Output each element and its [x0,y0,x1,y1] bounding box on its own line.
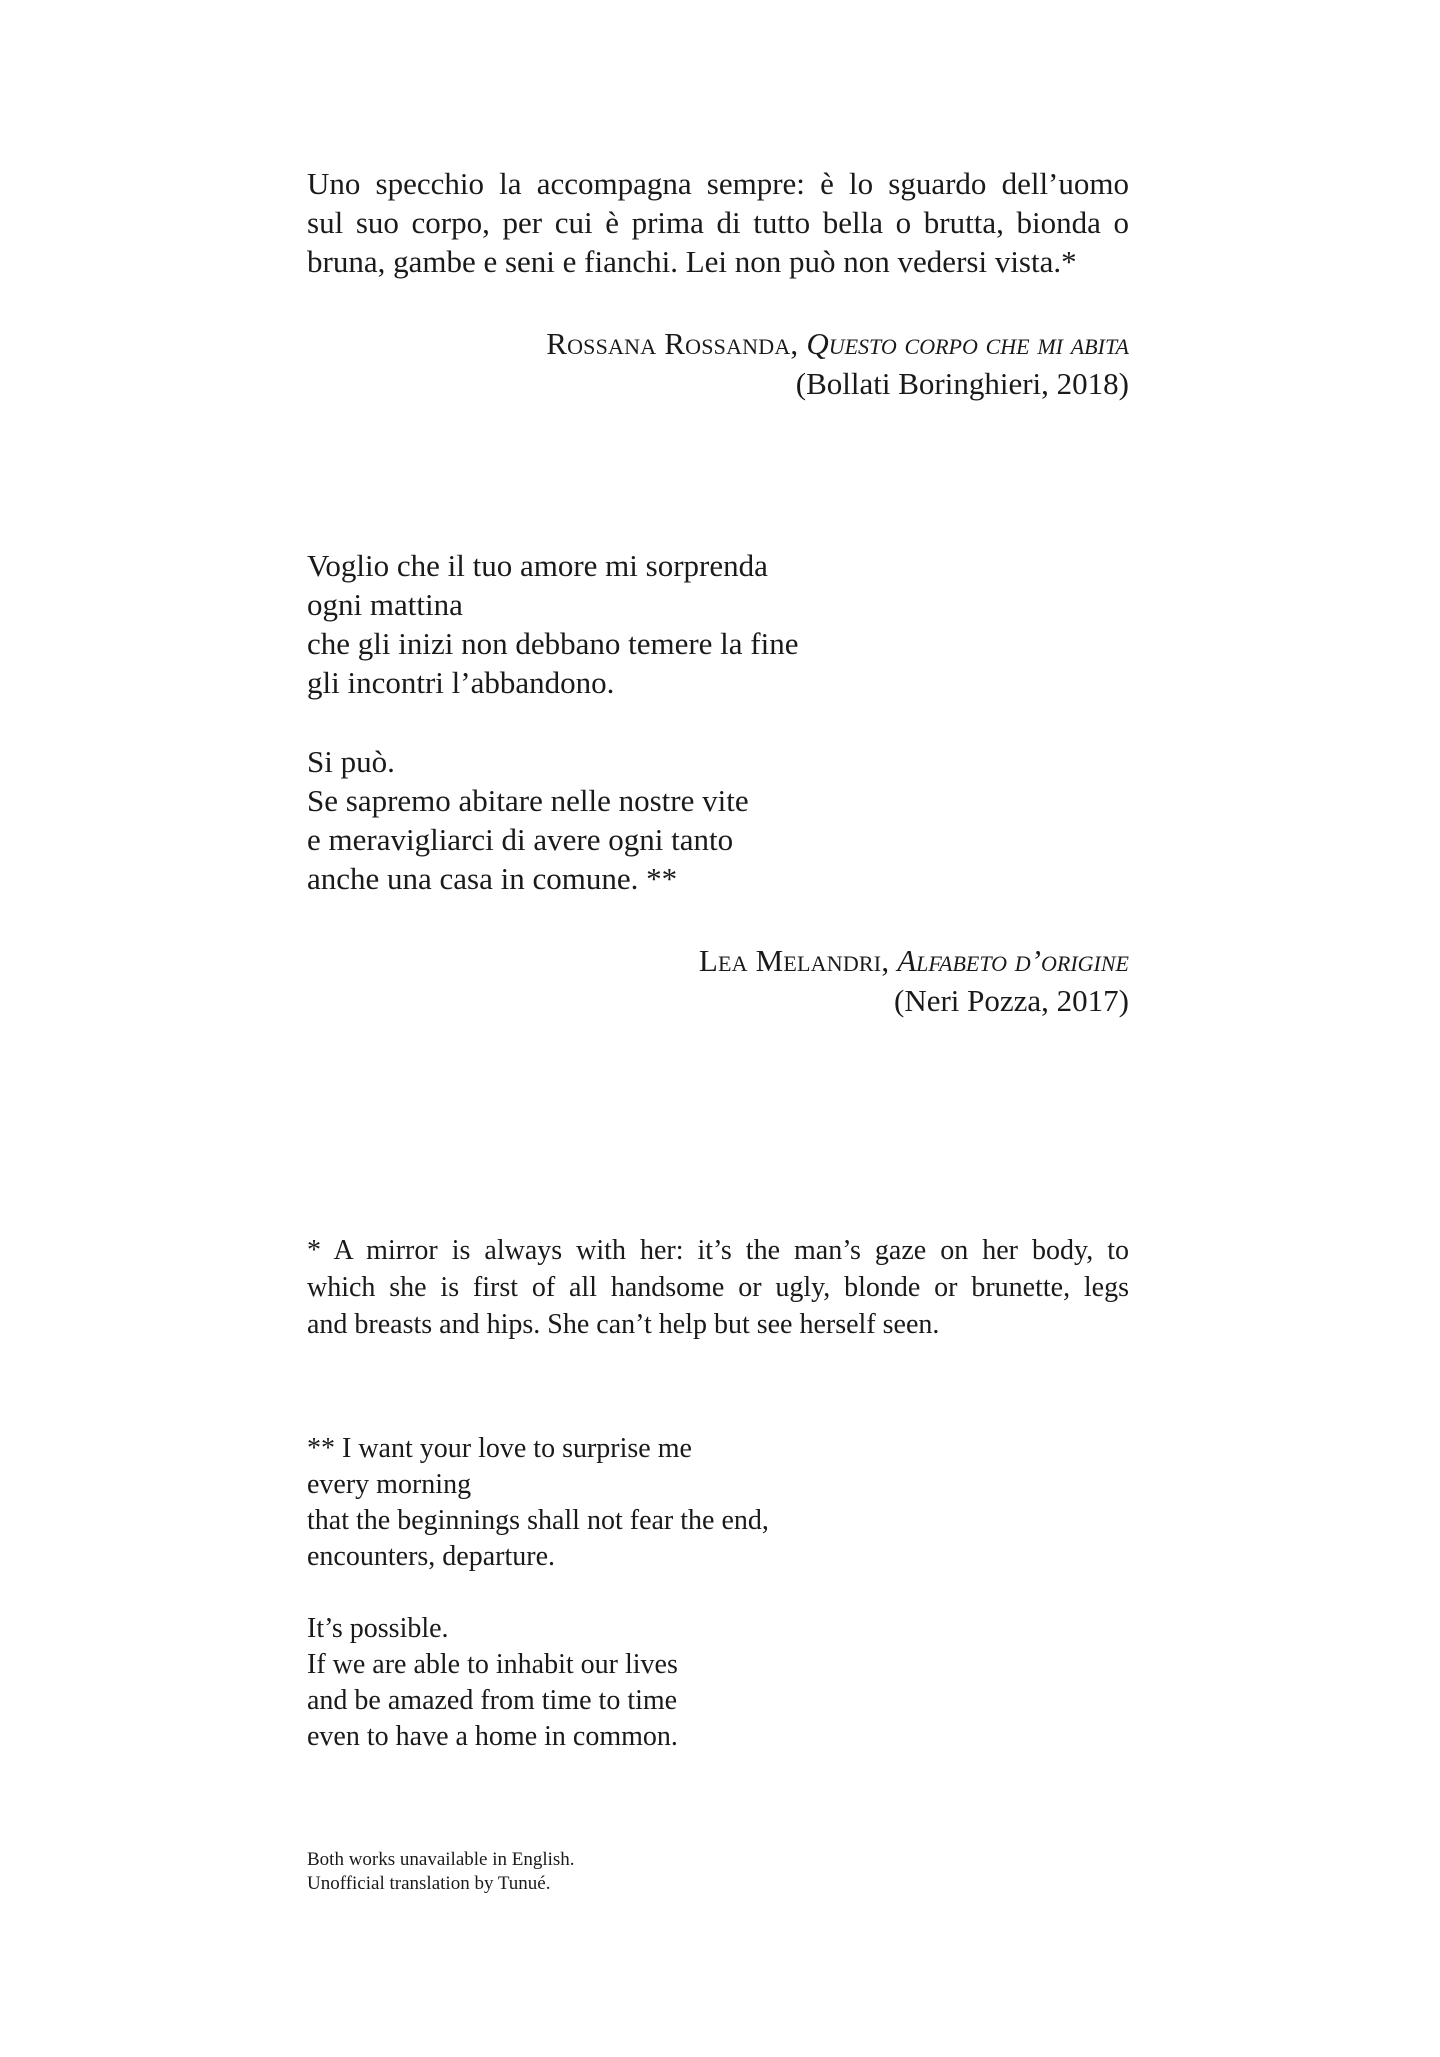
stanza-break [307,702,1129,742]
poem-line: Si può. [307,744,395,779]
poem-line: Se sapremo abitare nelle nostre vite [307,783,749,818]
translation-line: ** I want your love to surprise me [307,1433,692,1464]
translation-line: * A mirror is always with her: it’s the man’s gaze on her body, to [307,1235,1129,1266]
attribution-work-title: Alfabeto d’origine [897,943,1129,978]
translation-rossanda [307,1232,1129,1343]
poem-line: ogni mattina [307,587,463,622]
poem-line: gli incontri l’abbandono. [307,665,615,700]
epigraph-rossanda-text [307,164,1129,281]
attribution-melandri [307,941,1129,1021]
attribution-author: Lea Melandri, [698,943,898,978]
poem-line: che gli inizi non debbano temere la fine [307,626,799,661]
poem-line: e meravigliarci di avere ogni tanto [307,822,734,857]
translation-line: and breasts and hips. She can’t help but see herself seen. [307,1309,940,1340]
epigraph-line: sul suo corpo, per cui è prima di tutto bella o brutta, bionda o [307,205,1129,240]
attribution-publisher: (Bollati Boringhieri, 2018) [795,366,1129,401]
translation-footnote [307,1848,1129,1896]
attribution-author: Rossana Rossanda, [546,326,807,361]
epigraph-line: Uno specchio la accompagna sempre: è lo sguardo dell’uomo [307,166,1129,201]
translation-line: encounters, departure. [307,1541,555,1572]
translation-line: that the beginnings shall not fear the end, [307,1505,769,1536]
epigraph-line: bruna, gambe e seni e fianchi. Lei non può non vedersi vista.* [307,244,1077,279]
translation-line: which she is first of all handsome or ugly, blonde or brunette, legs [307,1272,1129,1303]
translation-line: It’s possible. [307,1613,449,1644]
translation-melandri-poem [307,1431,1129,1755]
attribution-publisher: (Neri Pozza, 2017) [894,983,1129,1018]
footnote-line: Both works unavailable in English. [307,1849,575,1870]
stanza-break [307,1575,1129,1611]
attribution-work-title: Questo corpo che mi abita [806,326,1129,361]
attribution-rossanda [307,324,1129,404]
poem-line: Voglio che il tuo amore mi sorprenda [307,548,768,583]
translation-line: and be amazed from time to time [307,1685,678,1716]
translation-line: even to have a home in common. [307,1721,678,1752]
attribution-author-line [307,941,1129,981]
translation-line: If we are able to inhabit our lives [307,1649,678,1680]
attribution-author-line [307,324,1129,364]
poem-line: anche una casa in comune. ** [307,861,678,896]
epigraph-melandri-poem [307,546,1129,898]
translation-line: every morning [307,1469,472,1500]
footnote-line: Unofficial translation by Tunué. [307,1873,551,1894]
page [307,0,1129,2057]
